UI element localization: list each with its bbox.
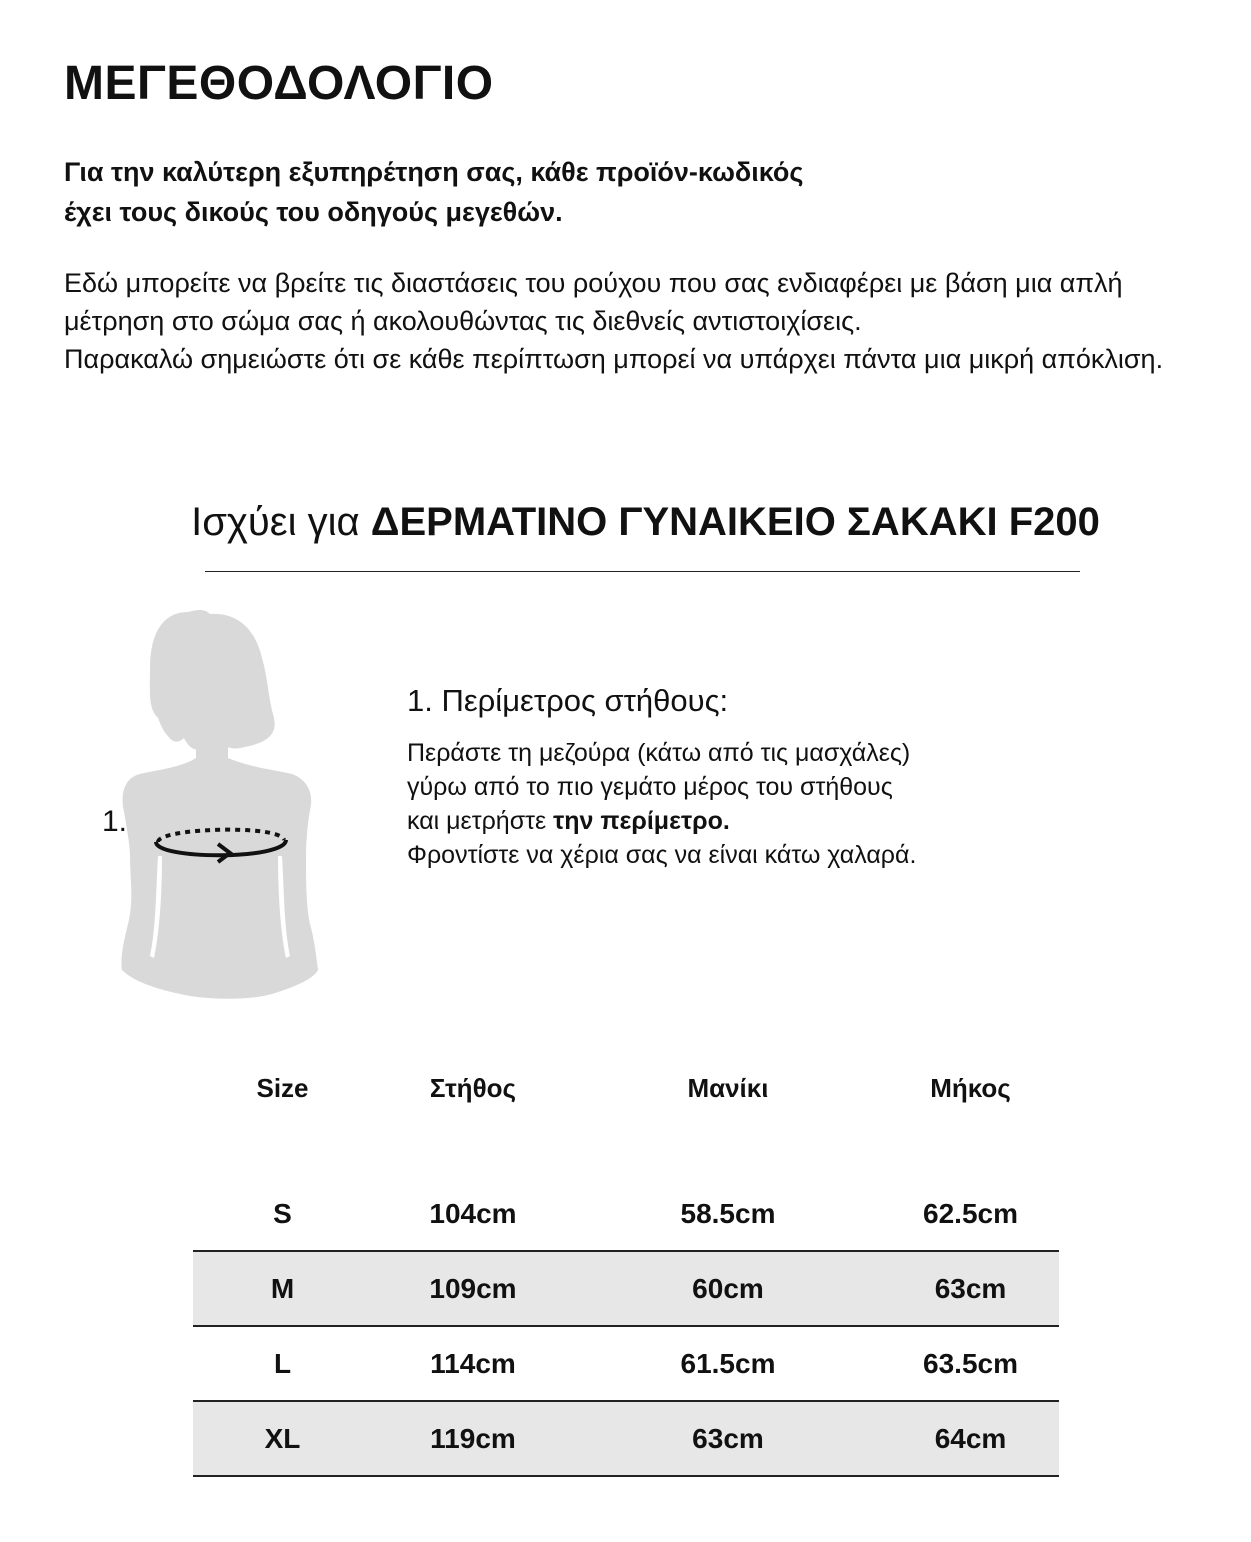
cell-chest: 109cm: [372, 1251, 574, 1326]
cell-chest: 119cm: [372, 1401, 574, 1476]
header-length: Μήκος: [930, 1072, 1011, 1103]
table-header-row: [193, 1063, 1059, 1113]
cell-chest: 104cm: [372, 1177, 574, 1251]
intro-text: [64, 264, 1194, 378]
instruction-line-3: [407, 804, 1107, 838]
table-row: [193, 1177, 1059, 1251]
cell-sleeve: 60cm: [574, 1251, 882, 1326]
silhouette-neck: [196, 728, 228, 762]
silhouette-torso: [121, 758, 318, 999]
measurement-heading: 1. Περίμετρος στήθους:: [407, 683, 729, 718]
cell-size: M: [193, 1251, 372, 1326]
table-row: [193, 1251, 1059, 1326]
cell-length: 63.5cm: [882, 1326, 1059, 1401]
instruction-line-4: Φροντίστε να χέρια σας να είναι κάτω χαλαρά.: [407, 841, 917, 869]
intro-lead: [64, 152, 1184, 232]
instruction-line-1: Περάστε τη μεζούρα (κάτω από τις μασχάλες): [407, 739, 911, 767]
intro-paragraph-2: Παρακαλώ σημειώστε ότι σε κάθε περίπτωση μπορεί να υπάρχει πάντα μια μικρή απόκλιση.: [64, 344, 1164, 374]
cell-length: 63cm: [882, 1251, 1059, 1326]
applies-prefix: Ισχύει για: [191, 500, 371, 544]
header-sleeve: Μανίκι: [687, 1072, 769, 1103]
table-spacer: [193, 1113, 1059, 1177]
instruction-line-3-bold: την περίμετρο.: [553, 807, 730, 835]
header-chest: Στήθος: [429, 1072, 517, 1103]
measurement-marker: 1.: [102, 805, 128, 838]
size-table: [193, 1063, 1059, 1477]
cell-size: S: [193, 1177, 372, 1251]
cell-sleeve: 58.5cm: [574, 1177, 882, 1251]
table-row: [193, 1326, 1059, 1401]
cell-length: 64cm: [882, 1401, 1059, 1476]
divider: [205, 571, 1080, 572]
header-size: Size: [256, 1072, 309, 1103]
cell-sleeve: 61.5cm: [574, 1326, 882, 1401]
measurement-instructions: [407, 680, 1107, 872]
table-row: [193, 1401, 1059, 1476]
lead-line-1: Για την καλύτερη εξυπηρέτηση σας, κάθε προϊόν-κωδικός: [64, 157, 804, 187]
intro-paragraph-1: Εδώ μπορείτε να βρείτε τις διαστάσεις του ρούχου που σας ενδιαφέρει με βάση μια απλή μέτρηση στο σώμα σας ή ακολουθώντας τις διεθνείς αντιστοιχίσεις.: [64, 268, 1123, 336]
applies-to-heading: [0, 494, 1251, 550]
instruction-line-3-prefix: και μετρήστε: [407, 807, 554, 835]
cell-length: 62.5cm: [882, 1177, 1059, 1251]
cell-chest: 114cm: [372, 1326, 574, 1401]
page-title: ΜΕΓΕΘΟΔΟΛΟΓΙΟ: [64, 57, 494, 110]
lead-line-2: έχει τους δικούς του οδηγούς μεγεθών.: [64, 197, 563, 227]
cell-sleeve: 63cm: [574, 1401, 882, 1476]
product-name: ΔΕΡΜΑΤΙΝΟ ΓΥΝΑΙΚΕΙΟ ΣΑΚΑΚΙ F200: [370, 500, 1100, 544]
cell-size: XL: [193, 1401, 372, 1476]
cell-size: L: [193, 1326, 372, 1401]
female-silhouette-figure: [100, 608, 360, 1008]
instruction-line-2: γύρω από το πιο γεμάτο μέρος του στήθους: [407, 773, 893, 801]
